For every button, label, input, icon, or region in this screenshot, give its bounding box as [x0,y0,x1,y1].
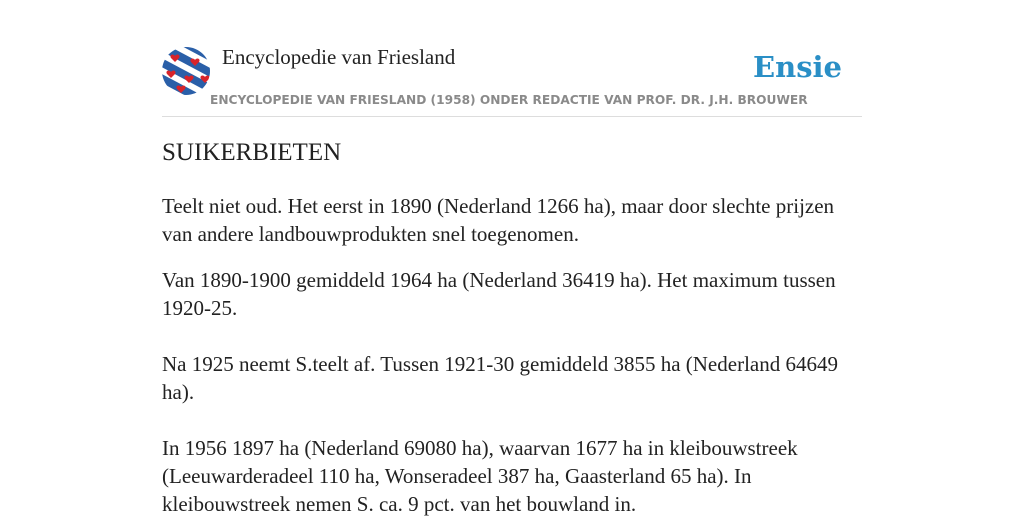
article-title: SUIKERBIETEN [162,139,342,166]
page [162,0,862,516]
brand-logo-text[interactable]: Ensie [753,50,842,84]
frisian-flag-icon[interactable] [162,47,210,95]
article-paragraph: In 1956 1897 ha (Nederland 69080 ha), waarvan 1677 ha in kleibouwstreek (Leeuwarderadeel 110 ha, Wonseradeel 387 ha, Gaasterland 65 ha). In kleibouwstreek nemen S. ca. 9 pct. van het bouwland in. [162,436,798,516]
site-header [162,0,862,117]
article-paragraph: Van 1890-1900 gemiddeld 1964 ha (Nederland 36419 ha). Het maximum tussen 1920-25. [162,268,836,320]
article-body [162,192,862,518]
site-title[interactable]: Encyclopedie van Friesland [222,45,456,69]
article-paragraph: Teelt niet oud. Het eerst in 1890 (Nederland 1266 ha), maar door slechte prijzen van andere landbouwprodukten snel toegenomen. [162,194,835,246]
site-subtitle: ENCYCLOPEDIE VAN FRIESLAND (1958) ONDER REDACTIE VAN PROF. DR. J.H. BROUWER [210,93,808,107]
article-paragraph: Na 1925 neemt S.teelt af. Tussen 1921-30 gemiddeld 3855 ha (Nederland 64649 ha). [162,352,838,404]
